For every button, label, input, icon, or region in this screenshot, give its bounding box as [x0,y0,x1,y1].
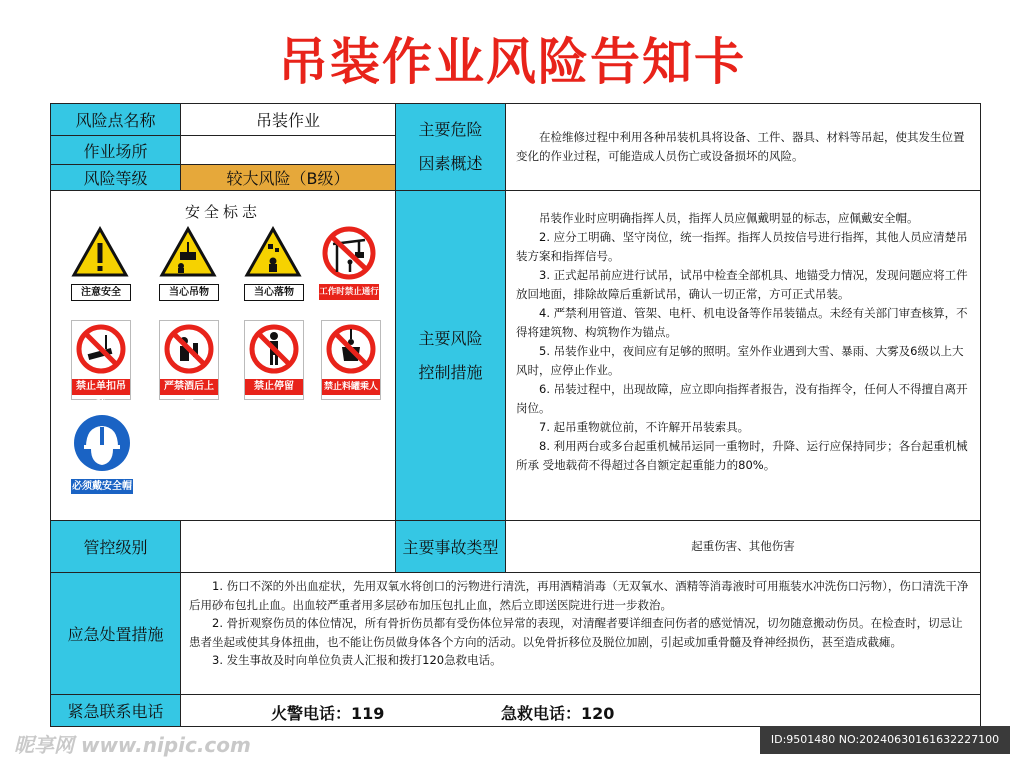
warning-falling-objects-icon [244,226,302,278]
sign-wear-helmet [71,413,133,495]
sign-no-drinking [159,320,219,408]
no-riding-load-icon [322,321,380,377]
sign-hanging-load [159,226,217,304]
hazard-text-cell [505,103,981,191]
risk-level-value: 较大风险（B级） [180,164,396,191]
sign-label: 工作时禁止通行 [319,284,379,300]
control-label [395,190,506,521]
emergency-contact-cell [180,694,981,727]
workplace-value [180,135,396,165]
no-single-hook-icon [72,321,130,377]
warning-exclamation-icon [71,226,129,278]
sign-label: 禁止料罐乘人 [322,379,380,395]
control-item: 8. 利用两台或多台起重机械吊运同一重物时，升降、运行应保持同步；各台起重机械所承 受地载荷不得超过各自额定起重能力的80%。 [516,439,968,472]
wear-helmet-icon [71,413,133,475]
emergency-item: 2. 骨折观察伤员的体位情况，所有骨折伤员都有受伤体位异常的表现，对清醒者要详细查问伤者的感觉情况，切勿随意搬动伤员。在检查时，切忌让患者坐起或使其身体扭曲，也不能让伤员做身体各个方向的活动。以免骨折移位及脱位加剧，引起或加重骨髓及脊神经损伤，甚至造成截瘫。 [189,616,963,649]
sign-label: 当心吊物 [159,284,219,301]
sign-no-passage [319,226,379,304]
control-item: 3. 正式起吊前应进行试吊，试吊中检查全部机具、地锚受力情况，发现问题应将工件放回地面，排除故障后重新试吊，确认一切正常，方可正式吊装。 [516,268,968,301]
warning-hanging-load-icon [159,226,217,278]
sign-falling-objects [244,226,302,304]
sign-caution [71,226,129,304]
hazard-label-line1: 主要危险 [418,120,483,139]
hazard-label [395,103,506,191]
accident-type-value: 起重伤害、其他伤害 [505,520,981,573]
no-passage-crane-icon [319,226,379,282]
control-level-value [180,520,396,573]
safety-signs-panel [50,190,396,521]
watermark-id: ID:9501480 NO:20240630161632227100 [760,726,1010,754]
workplace-label: 作业场所 [50,135,181,165]
ambulance-phone: 急救电话：120 [501,704,615,723]
safety-signs-title: 安全标志 [184,203,261,221]
fire-phone: 火警电话：119 [271,704,385,723]
control-item: 2. 应分工明确、坚守岗位，统一指挥。指挥人员按信号进行指挥，其他人员应清楚吊装方案和指挥信号。 [516,230,968,263]
control-label-line2: 控制措施 [418,362,483,382]
sign-label: 当心落物 [244,284,304,301]
sign-no-riding-load [321,320,381,400]
control-item: 吊装作业时应明确指挥人员，指挥人员应佩戴明显的标志，应佩戴安全帽。 [539,211,919,225]
sign-label: 注意安全 [71,284,131,301]
emergency-item: 3. 发生事故及时向单位负责人汇报和拨打120急救电话。 [212,653,502,667]
no-stay-icon [245,321,303,377]
emergency-item: 1. 伤口不深的外出血症状，先用双氧水将创口的污物进行清洗，再用酒精消毒（无双氧水、酒精等消毒液时可用瓶装水冲洗伤口污物），伤口清洗干净后用砂布包扎止血。出血较严重者用多层砂布加压包扎止血，然后立即送医院进行进一步救治。 [189,579,969,612]
accident-type-label: 主要事故类型 [395,520,506,573]
risk-point-value: 吊装作业 [180,103,396,136]
control-item: 7. 起吊重物就位前，不许解开吊装索具。 [539,420,750,434]
sign-label: 禁止停留 [245,379,303,395]
risk-level-label: 风险等级 [50,164,181,191]
watermark-left: 昵享网 www.nipic.com [14,733,251,757]
hazard-label-line2: 因素概述 [418,154,483,173]
control-measures-cell [505,190,981,521]
control-level-label: 管控级别 [50,520,181,573]
control-item: 6. 吊装过程中，出现故障，应立即向指挥者报告，没有指挥令，任何人不得擅自离开岗位。 [516,382,968,415]
control-item: 5. 吊装作业中，夜间应有足够的照明。室外作业遇到大雪、暴雨、大雾及6级以上大风时，应停止作业。 [516,344,964,377]
sign-label: 必须戴安全帽 [72,481,132,492]
risk-point-label: 风险点名称 [50,103,181,136]
emergency-label: 应急处置措施 [50,572,181,695]
emergency-contact-label: 紧急联系电话 [50,694,181,727]
control-item: 4. 严禁利用管道、管架、电杆、机电设备等作吊装锚点。未经有关部门审查核算，不得将建筑物、构筑物作为锚点。 [516,306,968,339]
sign-label: 禁止单扣吊装 [72,379,130,395]
sign-no-stay [244,320,304,400]
hazard-text: 在检维修过程中利用各种吊装机具将设备、工件、器具、材料等吊起，使其发生位置变化的作业过程，可能造成人员伤亡或设备损坏的风险。 [516,130,965,163]
no-drinking-icon [160,321,218,377]
sign-no-single-hook [71,320,131,408]
control-label-line1: 主要风险 [418,328,483,348]
page-title: 吊装作业风险告知卡 [278,33,746,91]
emergency-measures-cell [180,572,981,695]
sign-label: 严禁酒后上岗 [160,379,218,395]
